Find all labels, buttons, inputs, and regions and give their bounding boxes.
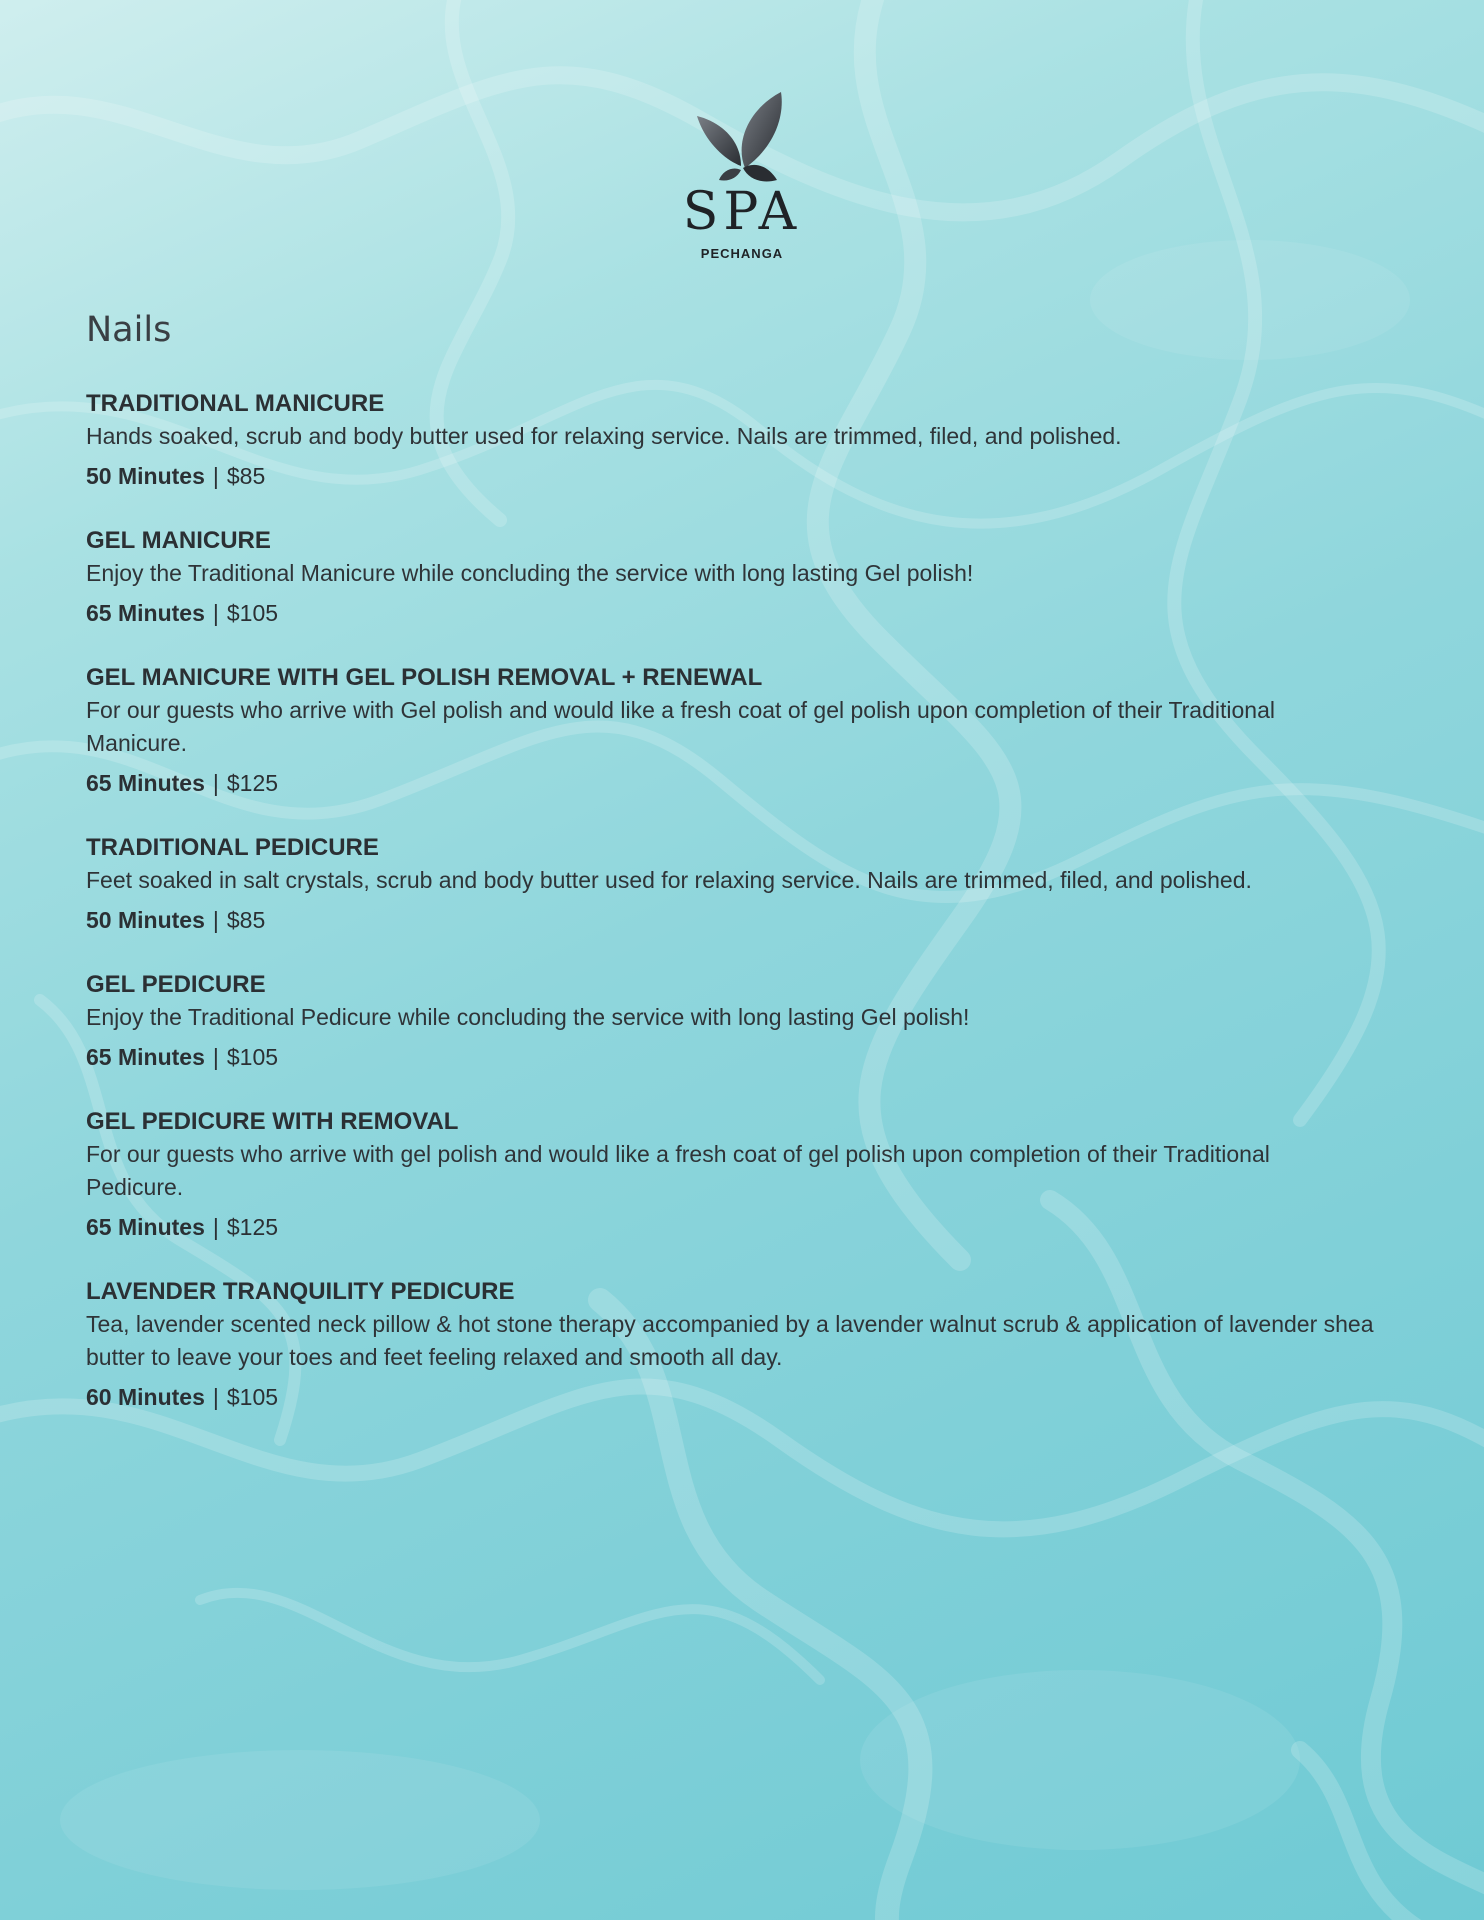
service-description: For our guests who arrive with gel polish and would like a fresh coat of gel polish upon completion of their Traditional Pedicure. (86, 1141, 1270, 1200)
service-duration: 65 Minutes (86, 1044, 205, 1070)
meta-separator: | (212, 1044, 219, 1070)
service-price: $105 (226, 1044, 279, 1070)
service-meta (86, 598, 1426, 628)
service-description: Tea, lavender scented neck pillow & hot stone therapy accompanied by a lavender walnut scrub & application of lavender shea butter to leave your toes and feet feeling relaxed and smooth all day. (86, 1311, 1374, 1370)
service-price: $85 (226, 907, 266, 933)
service-name: GEL PEDICURE (86, 971, 266, 998)
service-price: $125 (226, 770, 279, 796)
service-item (86, 1108, 1426, 1242)
service-description: Feet soaked in salt crystals, scrub and body butter used for relaxing service. Nails are trimmed, filed, and polished. (86, 867, 1252, 893)
service-name: GEL PEDICURE WITH REMOVAL (86, 1108, 459, 1135)
service-meta (86, 1382, 1426, 1412)
service-description: For our guests who arrive with Gel polish and would like a fresh coat of gel polish upon completion of their Traditional Manicure. (86, 697, 1275, 756)
service-price: $125 (226, 1214, 279, 1240)
service-duration: 65 Minutes (86, 770, 205, 796)
service-duration: 50 Minutes (86, 463, 205, 489)
service-item (86, 971, 1426, 1072)
service-item (86, 834, 1426, 935)
service-item (86, 1278, 1426, 1412)
meta-separator: | (212, 1384, 219, 1410)
service-duration: 65 Minutes (86, 600, 205, 626)
service-description: Hands soaked, scrub and body butter used for relaxing service. Nails are trimmed, filed, and polished. (86, 423, 1122, 449)
logo-subtitle: PECHANGA (700, 246, 784, 261)
service-item (86, 664, 1426, 798)
service-item (86, 527, 1426, 628)
service-description: Enjoy the Traditional Pedicure while concluding the service with long lasting Gel polish! (86, 1004, 970, 1030)
meta-separator: | (212, 463, 219, 489)
service-duration: 65 Minutes (86, 1214, 205, 1240)
service-name: LAVENDER TRANQUILITY PEDICURE (86, 1278, 515, 1305)
logo-wordmark: SPA (682, 182, 802, 242)
service-price: $105 (226, 600, 279, 626)
service-duration: 50 Minutes (86, 907, 205, 933)
meta-separator: | (212, 600, 219, 626)
section-title: Nails (86, 310, 172, 350)
service-description: Enjoy the Traditional Manicure while concluding the service with long lasting Gel polish! (86, 560, 974, 586)
service-price: $85 (226, 463, 266, 489)
services-list (86, 390, 1426, 1448)
service-meta (86, 905, 1426, 935)
service-price: $105 (226, 1384, 279, 1410)
service-meta (86, 1042, 1426, 1072)
service-meta (86, 1212, 1426, 1242)
service-duration: 60 Minutes (86, 1384, 205, 1410)
leaves-icon (687, 88, 797, 184)
service-meta (86, 461, 1426, 491)
service-name: GEL MANICURE WITH GEL POLISH REMOVAL + RENEWAL (86, 664, 763, 691)
service-name: GEL MANICURE (86, 527, 271, 554)
service-item (86, 390, 1426, 491)
service-meta (86, 768, 1426, 798)
meta-separator: | (212, 907, 219, 933)
spa-logo (0, 88, 1484, 261)
service-name: TRADITIONAL PEDICURE (86, 834, 379, 861)
meta-separator: | (212, 770, 219, 796)
service-name: TRADITIONAL MANICURE (86, 390, 385, 417)
meta-separator: | (212, 1214, 219, 1240)
